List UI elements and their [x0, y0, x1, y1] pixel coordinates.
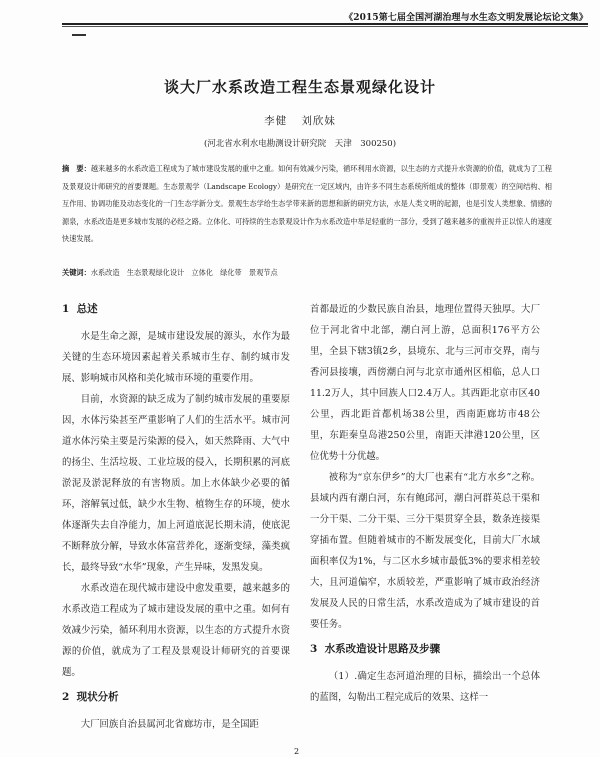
section-heading-3: [310, 639, 540, 660]
section-heading-2: [62, 687, 290, 708]
author-name: 李健: [264, 115, 288, 127]
author-affiliation: (河北省水利水电勘测设计研究院 天津 300250): [203, 139, 397, 149]
header-mark: [72, 34, 86, 36]
section-heading-1: [62, 299, 290, 320]
section-number: 2: [62, 691, 70, 703]
running-header: 《2015第七届全国河湖治理与水生态文明发展论坛论文集》: [344, 13, 588, 23]
section-title: 现状分析: [76, 691, 119, 703]
paragraph: 目前，水资源的缺乏成为了制约城市发展的重要原因，水体污染甚至严重影响了人们的生活水平。城市河道水体污染主要是污染源的侵入，如天然降雨、大气中的扬尘、生活垃圾、工业垃圾的侵入，长期积累的河底淤泥及淤泥释放的有害物质。加上水体缺少必要的循环，溶解氧过低，缺少水生物、植物生存的环境，使水体逐渐失去自净能力，加上河道底泥长期未清，使底泥不断释放分解，导致水体富营养化，逐渐变绿，藻类疯长，最终导致“水华”现象，产生异味，发黑发臭。: [62, 394, 290, 573]
paragraph: 水系改造在现代城市建设中愈发重要，越来越多的水系改造工程成为了城市建设发展的重中之重。如何有效减少污染，循环利用水资源，以生态的方式提升水资源的价值，就成为了工程及景观设计师研究的首要课题。: [62, 583, 290, 678]
paragraph: 水是生命之源，是城市建设发展的源头，水作为最关键的生态环境因素起着关系城市生存、制约城市发展、影响城市风格和美化城市环境的重要作用。: [62, 331, 290, 384]
right-column: [310, 299, 540, 708]
left-column: [62, 299, 290, 735]
header-rule: [62, 23, 588, 25]
keywords: [62, 268, 552, 278]
section-number: 3: [310, 643, 318, 655]
paragraph: 被称为“京东伊乡”的大厂也素有“北方水乡”之称。县域内西有潮白河，东有鲍邱河，潮白河群英总干渠和一分干渠、二分干渠、三分干渠贯穿全县，数条连接渠穿插布置。但随着城市的不断发展变化，目前大厂水域面积率仅为1%，与二区水乡城市最低3%的要求相差较大，且河道偏窄，水质较差，严重影响了城市政治经济发展及人民的日常生活，水系改造成为了城市建设的首要任务。: [310, 472, 540, 630]
paragraph: （1）.确定生态河道治理的目标，描绘出一个总体的蓝图，勾勒出工程完成后的效果、这样一: [310, 671, 540, 703]
section-title: 总述: [76, 303, 98, 315]
header-rule-thin: [62, 26, 588, 27]
paragraph: 大厂回族自治县属河北省廊坊市，是全国距: [80, 719, 259, 730]
keywords-text: 水系改造 生态景观绿化设计 立体化 绿化带 景观节点: [90, 268, 278, 277]
paper-title: 谈大厂水系改造工程生态景观绿化设计: [163, 78, 436, 96]
abstract-text: 越来越多的水系改造工程成为了城市建设发展的重中之重。如何有效减少污染，循环利用水资源，以生态的方式提升水资源的价值，就成为了工程及景观设计师研究的首要课题。生态景观学（Landscape Ecology）是研究在一定区域内，由许多不同生态系统所组成的整体（即景观）的空间结构、相互作用、协调功能及动态变化的一门生态学新分支。景观生态学给生态学带来新的思想和新的研究方法，水是人类文明的起源，也是引发人类想象、情感的源泉，水系改造是更多城市发展的必经之路。立体化、可持续的生态景观设计作为水系改造中举足轻重的一部分，受到了越来越多的重视并正以惊人的速度快速发展。: [62, 164, 552, 243]
keywords-label: 关键词：: [62, 268, 91, 277]
section-number: 1: [62, 303, 70, 315]
abstract: [62, 160, 552, 248]
author-name: 刘欣妹: [301, 115, 336, 127]
section-title: 水系改造设计思路及步骤: [324, 643, 441, 655]
page-number: 2: [294, 747, 300, 756]
author-list: [0, 113, 600, 128]
paragraph-continued: 首都最近的少数民族自治县，地理位置得天独厚。大厂位于河北省中北部，潮白河上游，总面积176平方公里，全县下辖3镇2乡，县境东、北与三河市交界，南与香河县接壤，西傍潮白河与北京市通州区相临，总人口11.2万人，其中回族人口2.4万人。其西距北京市区40公里，西北距首都机场38公里，西南距廊坊市48公里，东距秦皇岛港250公里，南距天津港120公里，区位优势十分优越。: [310, 304, 540, 462]
abstract-label: 摘 要：: [62, 164, 91, 173]
